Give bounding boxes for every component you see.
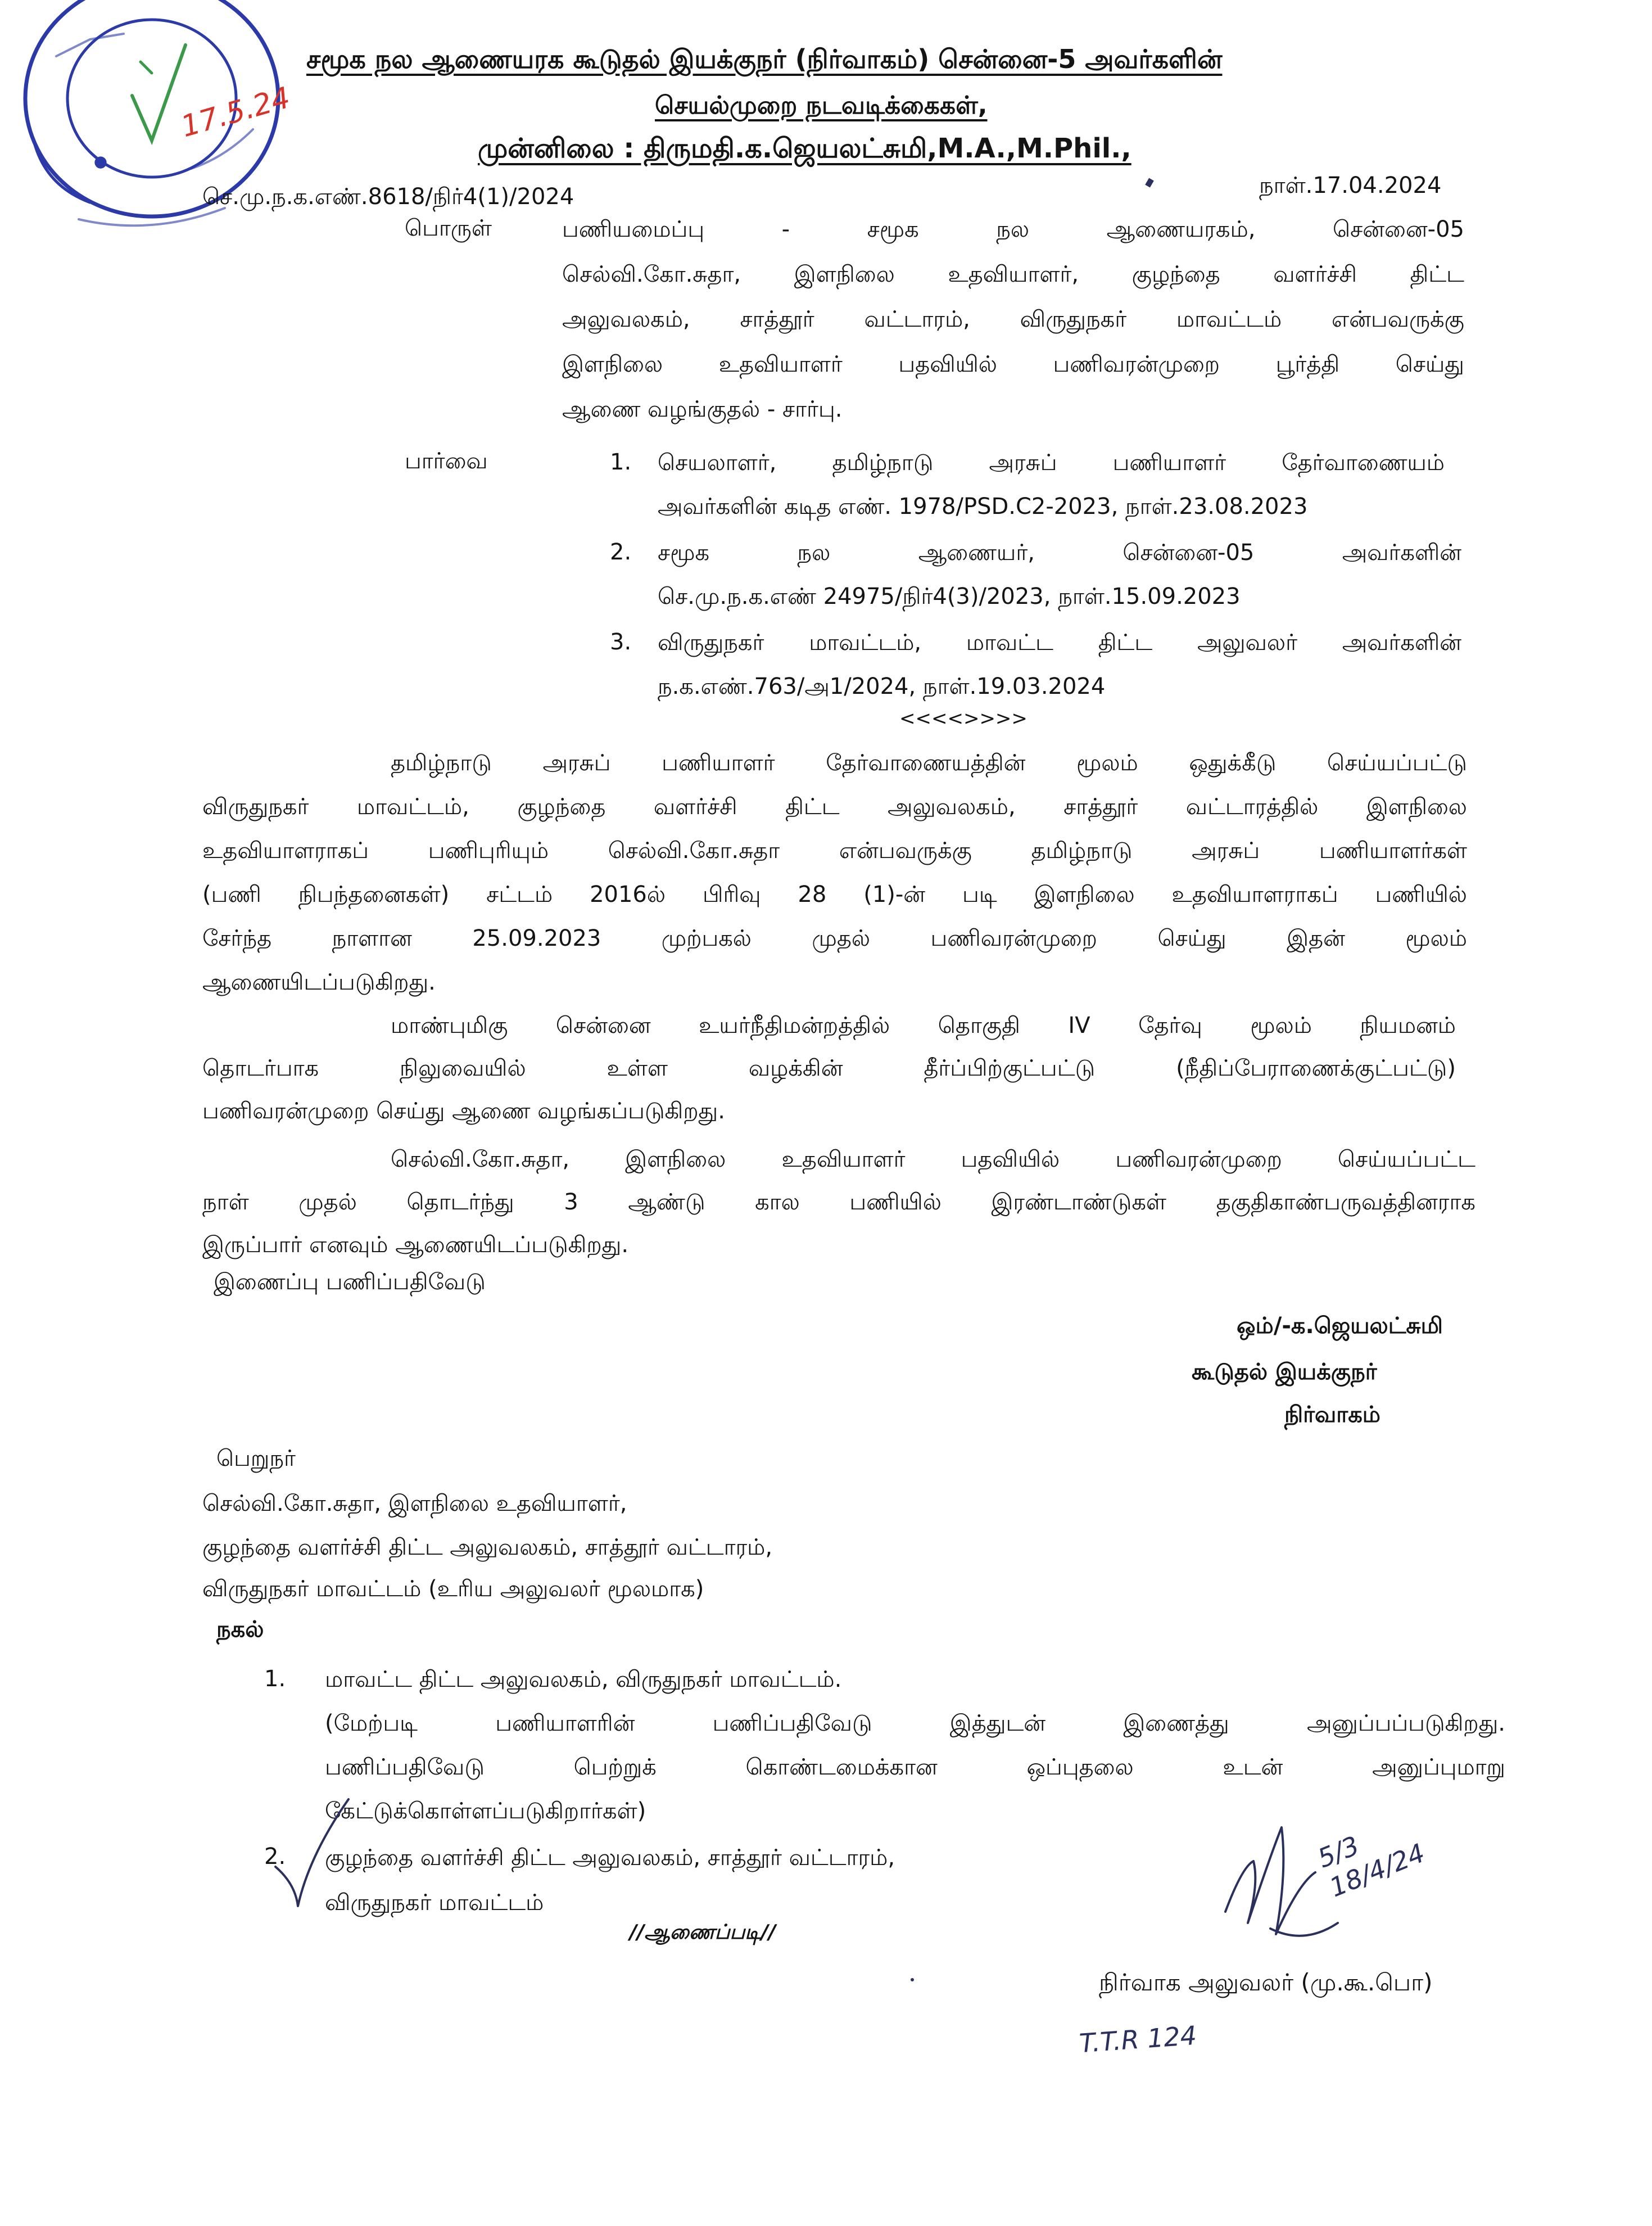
reference-item-line: செயலாளர், தமிழ்நாடு அரசுப் பணியாளர் தேர்வாணையம் [658,450,1445,476]
body-line: மாண்புமிகு சென்னை உயர்நீதிமன்றத்தில் தொகுதி IV தேர்வு மூலம் நியமனம் [391,1013,1456,1039]
copy-item-line: விருதுநகர் மாவட்டம் [325,1890,544,1916]
reference-item-number: 3. [610,629,632,655]
header-line-3: முன்னிலை : திருமதி.க.ஜெயலட்சுமி,M.A.,M.Phil., [478,133,1131,164]
header-line-1: சமூக நல ஆணையரக கூடுதல் இயக்குநர் (நிர்வாகம்) சென்னை-5 அவர்களின் [306,44,1223,74]
copy-item-line: கேட்டுக்கொள்ளப்படுகிறார்கள்) [325,1798,646,1824]
enclosure-note: இணைப்பு பணிப்பதிவேடு [214,1269,486,1295]
reference-item [658,531,1461,618]
stray-pen-mark [1145,178,1154,187]
section-separator: <<<<>>>> [899,707,1028,730]
copy-label: நகல் [216,1617,264,1642]
body-paragraph-1 [202,741,1467,1004]
subject-block [562,207,1464,432]
handwritten-tick-mark [264,1788,371,1917]
body-line: தொடர்பாக நிலுவையில் உள்ள வழக்கின் தீர்ப்பிற்குட்பட்டு (நீதிப்பேராணைக்குட்பட்டு) [202,1055,1456,1081]
subject-label: பொருள் [405,215,492,241]
subject-line: ஆணை வழங்குதல் - சார்பு. [562,396,843,422]
reference-item [658,621,1461,708]
reference-item-line: சமூக நல ஆணையர், சென்னை-05 அவர்களின் [658,540,1461,566]
reference-item [658,441,1445,529]
reference-item-line: விருதுநகர் மாவட்டம், மாவட்ட திட்ட அலுவலர் அவர்களின் [658,630,1461,656]
office-signatory: நிர்வாக அலுவலர் (மு.கூ.பொ) [1099,1968,1433,1996]
subject-line: செல்வி.கோ.சுதா, இளநிலை உதவியாளர், குழந்தை வளர்ச்சி திட்ட [562,261,1464,287]
reference-item-line: செ.மு.ந.க.எண் 24975/நிர்4(3)/2023, நாள்.15.09.2023 [658,584,1241,609]
office-seal-stamp [11,0,326,270]
body-line: (பணி நிபந்தனைகள்) சட்டம் 2016ல் பிரிவு 28 (1)-ன் படி இளநிலை உதவியாளராகப் பணியில் [202,882,1467,907]
body-line: நாள் முதல் தொடர்ந்து 3 ஆண்டு கால பணியில் இரண்டாண்டுகள் தகுதிகாண்பருவத்தினராக [202,1189,1476,1215]
order-mark: //ஆணைப்படி// [630,1921,776,1944]
subject-line: அலுவலகம், சாத்தூர் வட்டாரம், விருதுநகர் மாவட்டம் என்பவருக்கு [562,306,1464,332]
header-line-2: செயல்முறை நடவடிக்கைகள், [655,91,988,120]
reference-date: நாள்.17.04.2024 [1259,173,1442,198]
reference-item-number: 2. [610,539,632,565]
svg-text:●: ● [90,150,110,173]
body-line: ஆணையிடப்படுகிறது. [202,969,436,995]
recipient-line: விருதுநகர் மாவட்டம் (உரிய அலுவலர் மூலமாக) [202,1576,704,1602]
reference-item-line: அவர்களின் கடித எண். 1978/PSD.C2-2023, நாள்.23.08.2023 [658,494,1308,520]
stamp-date-handwritten: 17.5.24 [177,80,294,145]
reference-item-line: ந.க.எண்.763/அ1/2024, நாள்.19.03.2024 [658,674,1106,699]
copy-item-line: மாவட்ட திட்ட அலுவலகம், விருதுநகர் மாவட்டம். [325,1667,842,1692]
handwritten-margin-note: 5/3 18/4/24 [1313,1830,1429,1903]
handwritten-bottom-note: T.T.R 124 [1078,2020,1198,2059]
copy-item-line: பணிப்பதிவேடு பெற்றுக் கொண்டமைக்கான ஒப்புதலை உடன் அனுப்புமாறு [325,1754,1505,1780]
reference-number: செ.மு.ந.க.எண்.8618/நிர்4(1)/2024 [202,184,574,210]
recipient-line: குழந்தை வளர்ச்சி திட்ட அலுவலகம், சாத்தூர் வட்டாரம், [202,1534,773,1560]
body-paragraph-2 [202,1004,1456,1132]
recipient-label: பெறுநர் [216,1446,296,1471]
body-line: தமிழ்நாடு அரசுப் பணியாளர் தேர்வாணையத்தின் மூலம் ஒதுக்கீடு செய்யப்பட்டு [391,750,1467,776]
recipient-line: செல்வி.கோ.சுதா, இளநிலை உதவியாளர், [202,1491,627,1516]
stray-dot [911,1978,914,1981]
subject-line: இளநிலை உதவியாளர் பதவியில் பணிவரன்முறை பூர்த்தி செய்து [562,351,1464,377]
signatory-name: ஒம்/-க.ஜெயலட்சுமி [1237,1313,1443,1339]
body-line: விருதுநகர் மாவட்டம், குழந்தை வளர்ச்சி திட்ட அலுவலகம், சாத்தூர் வட்டாரத்தில் இளநிலை [202,794,1467,820]
body-line: சேர்ந்த நாளான 25.09.2023 முற்பகல் முதல் பணிவரன்முறை செய்து இதன் மூலம் [202,925,1467,951]
copy-item-line: குழந்தை வளர்ச்சி திட்ட அலுவலகம், சாத்தூர் வட்டாரம், [325,1845,895,1871]
copy-item-line: (மேற்படி பணியாளரின் பணிப்பதிவேடு இத்துடன் இணைத்து அனுப்பப்படுகிறது. [325,1710,1505,1736]
body-line: பணிவரன்முறை செய்து ஆணை வழங்கப்படுகிறது. [202,1098,725,1124]
signatory-designation: கூடுதல் இயக்குநர் [1192,1359,1377,1385]
copy-item-number: 1. [264,1666,286,1692]
body-paragraph-3 [202,1138,1476,1266]
body-line: உதவியாளராகப் பணிபுரியும் செல்வி.கோ.சுதா என்பவருக்கு தமிழ்நாடு அரசுப் பணியாளர்கள் [202,838,1467,864]
signatory-department: நிர்வாகம் [1284,1402,1381,1428]
body-line: செல்வி.கோ.சுதா, இளநிலை உதவியாளர் பதவியில் பணிவரன்முறை செய்யப்பட்ட [391,1146,1476,1172]
copy-item-number: 2. [264,1844,286,1870]
body-line: இருப்பார் எனவும் ஆணையிடப்படுகிறது. [202,1232,629,1258]
references-label: பார்வை [405,448,488,474]
subject-line: பணியமைப்பு - சமூக நல ஆணையரகம், சென்னை-05 [562,216,1464,242]
reference-item-number: 1. [610,449,632,475]
copy-item [325,1835,1280,1925]
